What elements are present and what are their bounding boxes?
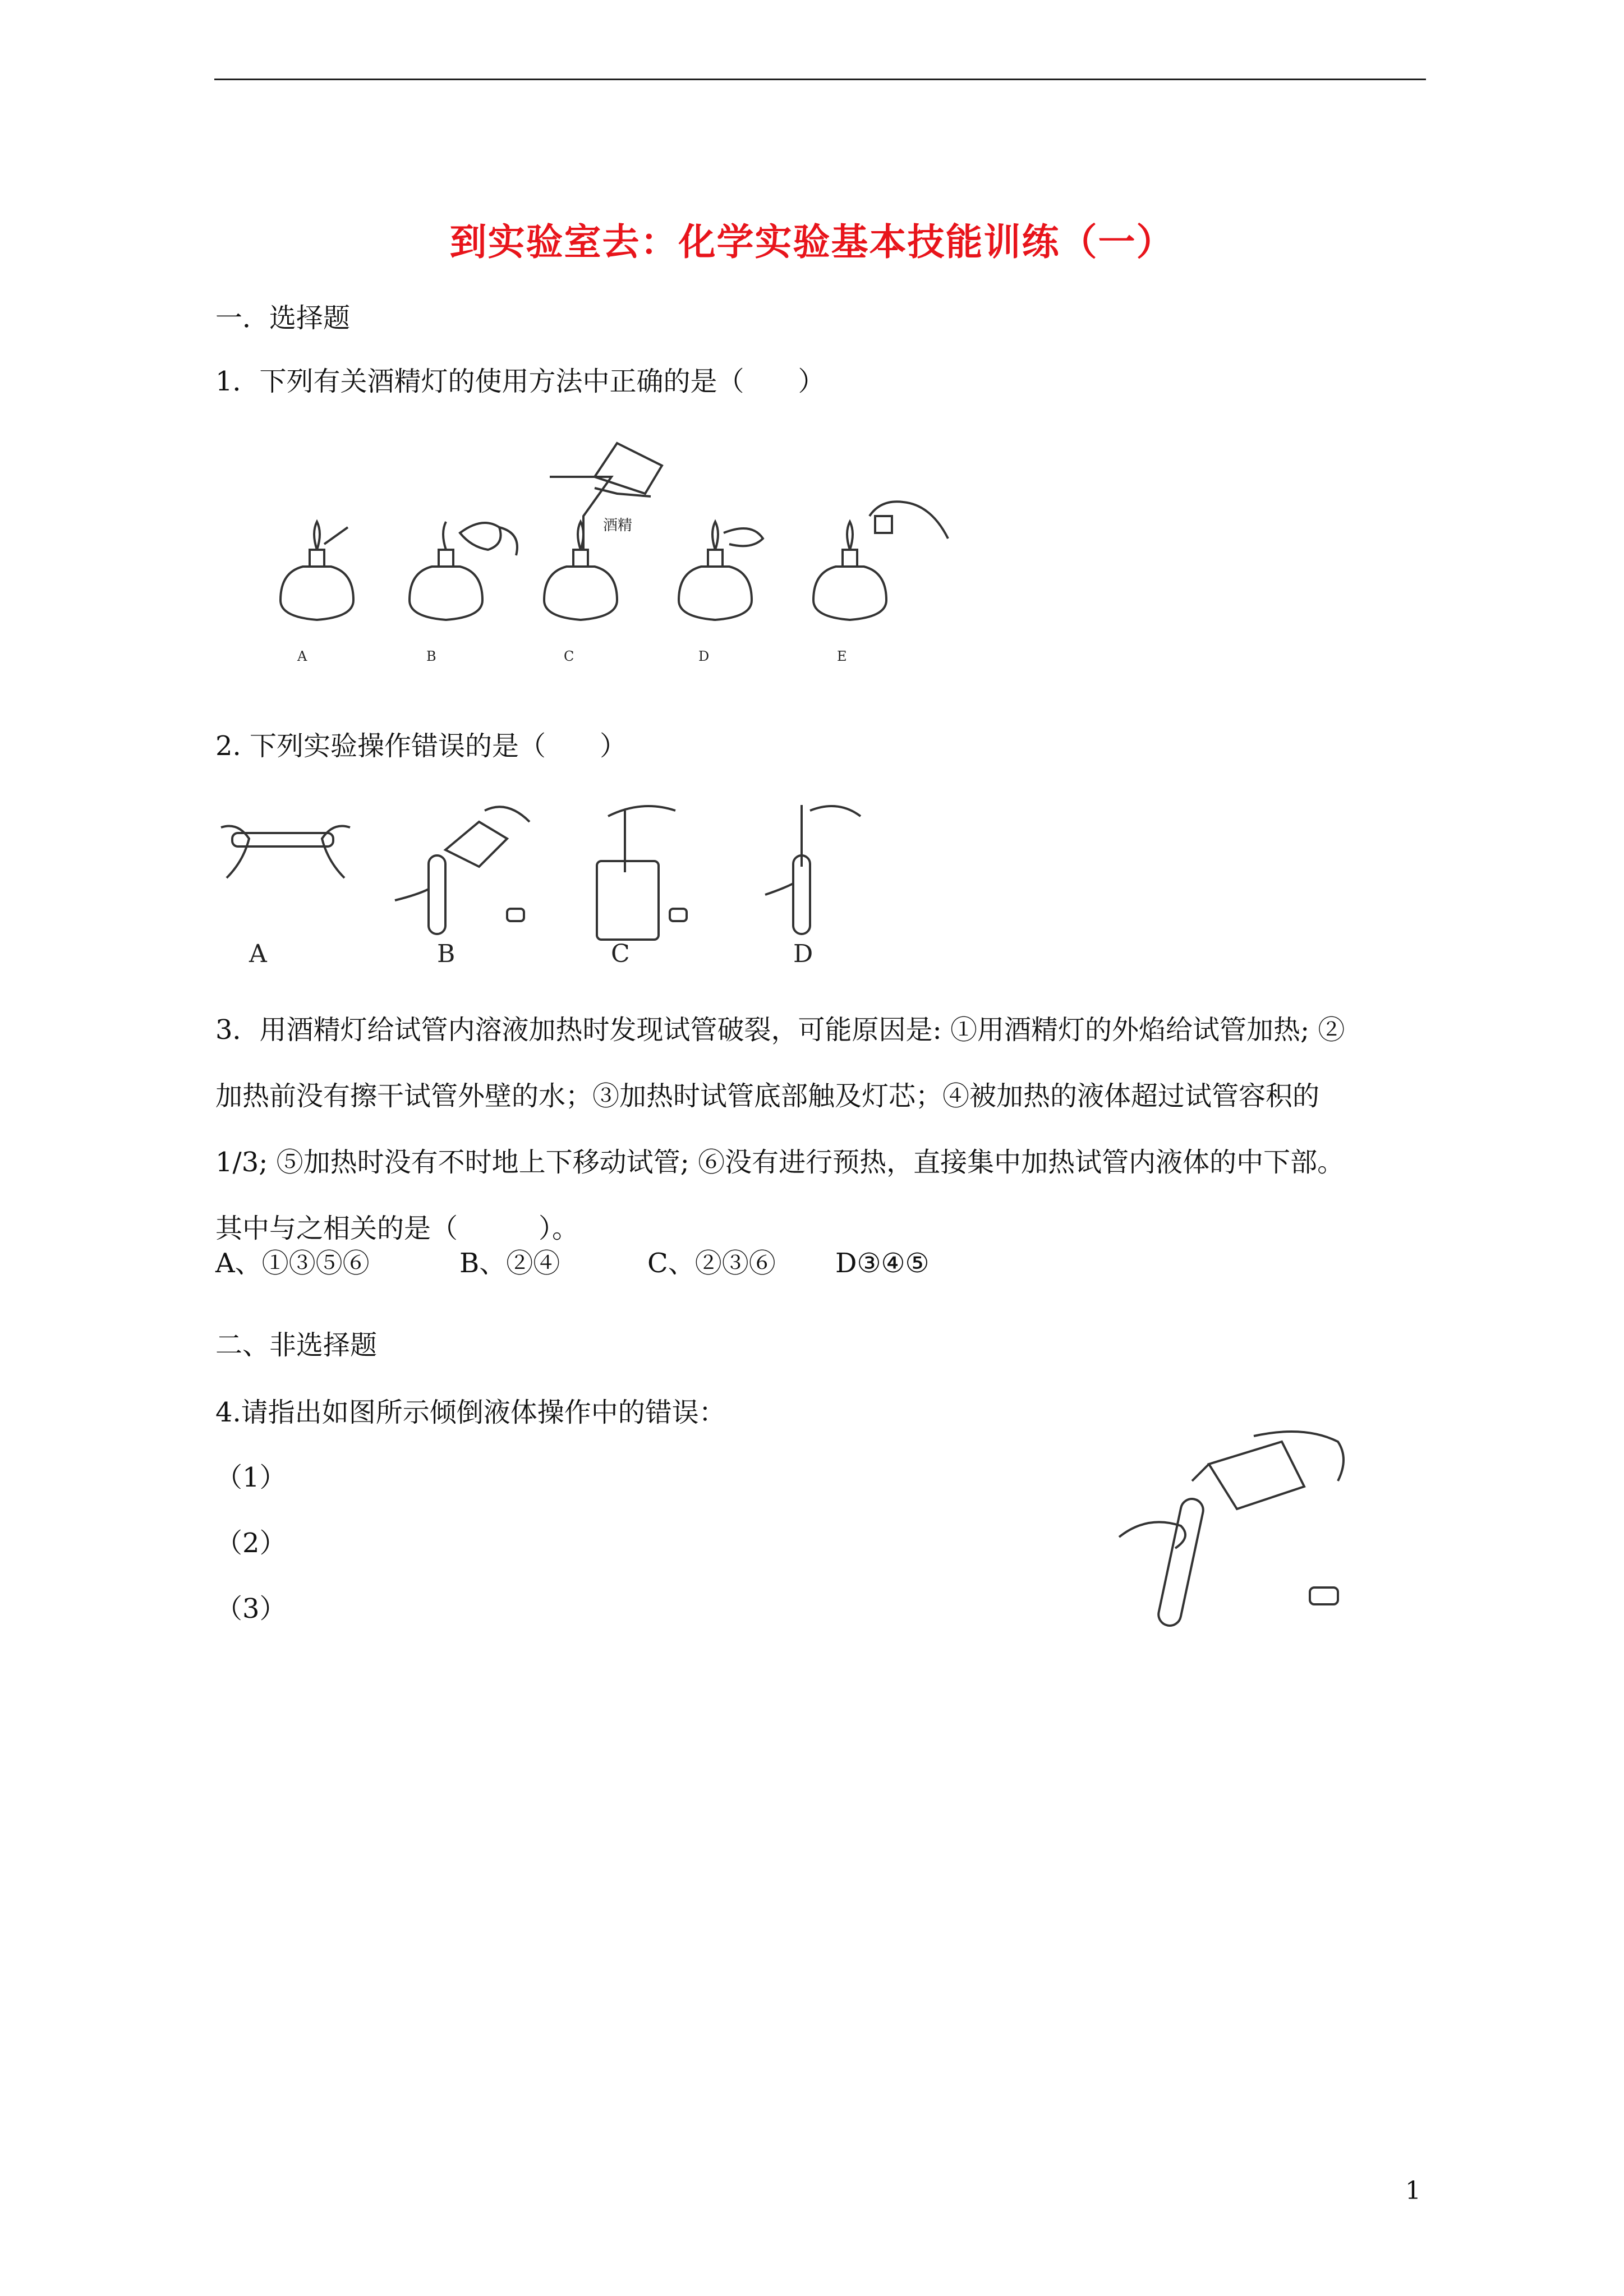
question-3-line: 3．用酒精灯给试管内溶液加热时发现试管破裂，可能原因是: ①用酒精灯的外焰给试管加热; ② (215, 1014, 1345, 1046)
question-3-line: 加热前没有擦干试管外壁的水；③加热时试管底部触及灯芯；④被加热的液体超过试管容积的 (215, 1080, 1320, 1112)
lamp-figure-d (679, 522, 763, 620)
operation-label-a: A (249, 940, 267, 968)
alcohol-bottle-label: 酒精 (603, 517, 633, 534)
section-heading-choice: 一．选择题 (215, 302, 351, 334)
operation-label-b: B (437, 940, 456, 968)
lamp-figure-a (280, 522, 353, 620)
question-4-figure (1114, 1419, 1372, 1644)
option-a: A、①③⑤⑥ (215, 1248, 370, 1279)
operation-figure-b (395, 807, 530, 934)
lamp-label-c: C (564, 648, 574, 664)
lamp-figure-b (410, 522, 517, 620)
option-b: B、②④ (459, 1248, 560, 1279)
question-3-text (215, 997, 1427, 1262)
answer-blank-3: （3） (215, 1593, 287, 1625)
test-tube (1157, 1497, 1206, 1627)
page-title: 到实验室去：化学实验基本技能训练（一） (449, 220, 1175, 264)
header-rule (214, 79, 1426, 80)
question-4-text: 4.请指出如图所示倾倒液体操作中的错误： (215, 1397, 726, 1428)
operation-figure-a (221, 826, 350, 878)
question-3-line: 其中与之相关的是（ ）。 (215, 1213, 579, 1244)
section-heading-nonchoice: 二、非选择题 (215, 1329, 378, 1361)
answer-blank-1: （1） (215, 1462, 287, 1493)
lamp-figure-e (813, 501, 948, 620)
operation-figure-d (765, 805, 861, 934)
option-c: C、②③⑥ (647, 1248, 776, 1279)
answer-blank-2: （2） (215, 1527, 287, 1559)
question-2-text: 2. 下列实验操作错误的是（ ） (215, 730, 627, 762)
question-2-figure (215, 788, 889, 973)
option-d: D③④⑤ (835, 1248, 930, 1279)
operation-figure-c (597, 806, 687, 940)
operation-label-c: C (611, 940, 630, 968)
page-number: 1 (1405, 2177, 1421, 2205)
question-1-text: 1．下列有关酒精灯的使用方法中正确的是（ ） (215, 366, 825, 397)
question-3-options (215, 1246, 930, 1280)
question-3-line: 1/3; ⑤加热时没有不时地上下移动试管; ⑥没有进行预热，直接集中加热试管内液体的中下部。 (215, 1147, 1345, 1178)
question-1-figure (258, 432, 965, 673)
operation-label-d: D (793, 940, 813, 968)
lamp-label-b: B (426, 648, 436, 664)
bottle-cap (1310, 1588, 1338, 1604)
lamp-label-e: E (837, 648, 847, 664)
lamp-label-a: A (297, 648, 307, 664)
lamp-label-d: D (698, 648, 710, 664)
reagent-bottle (1209, 1442, 1304, 1509)
